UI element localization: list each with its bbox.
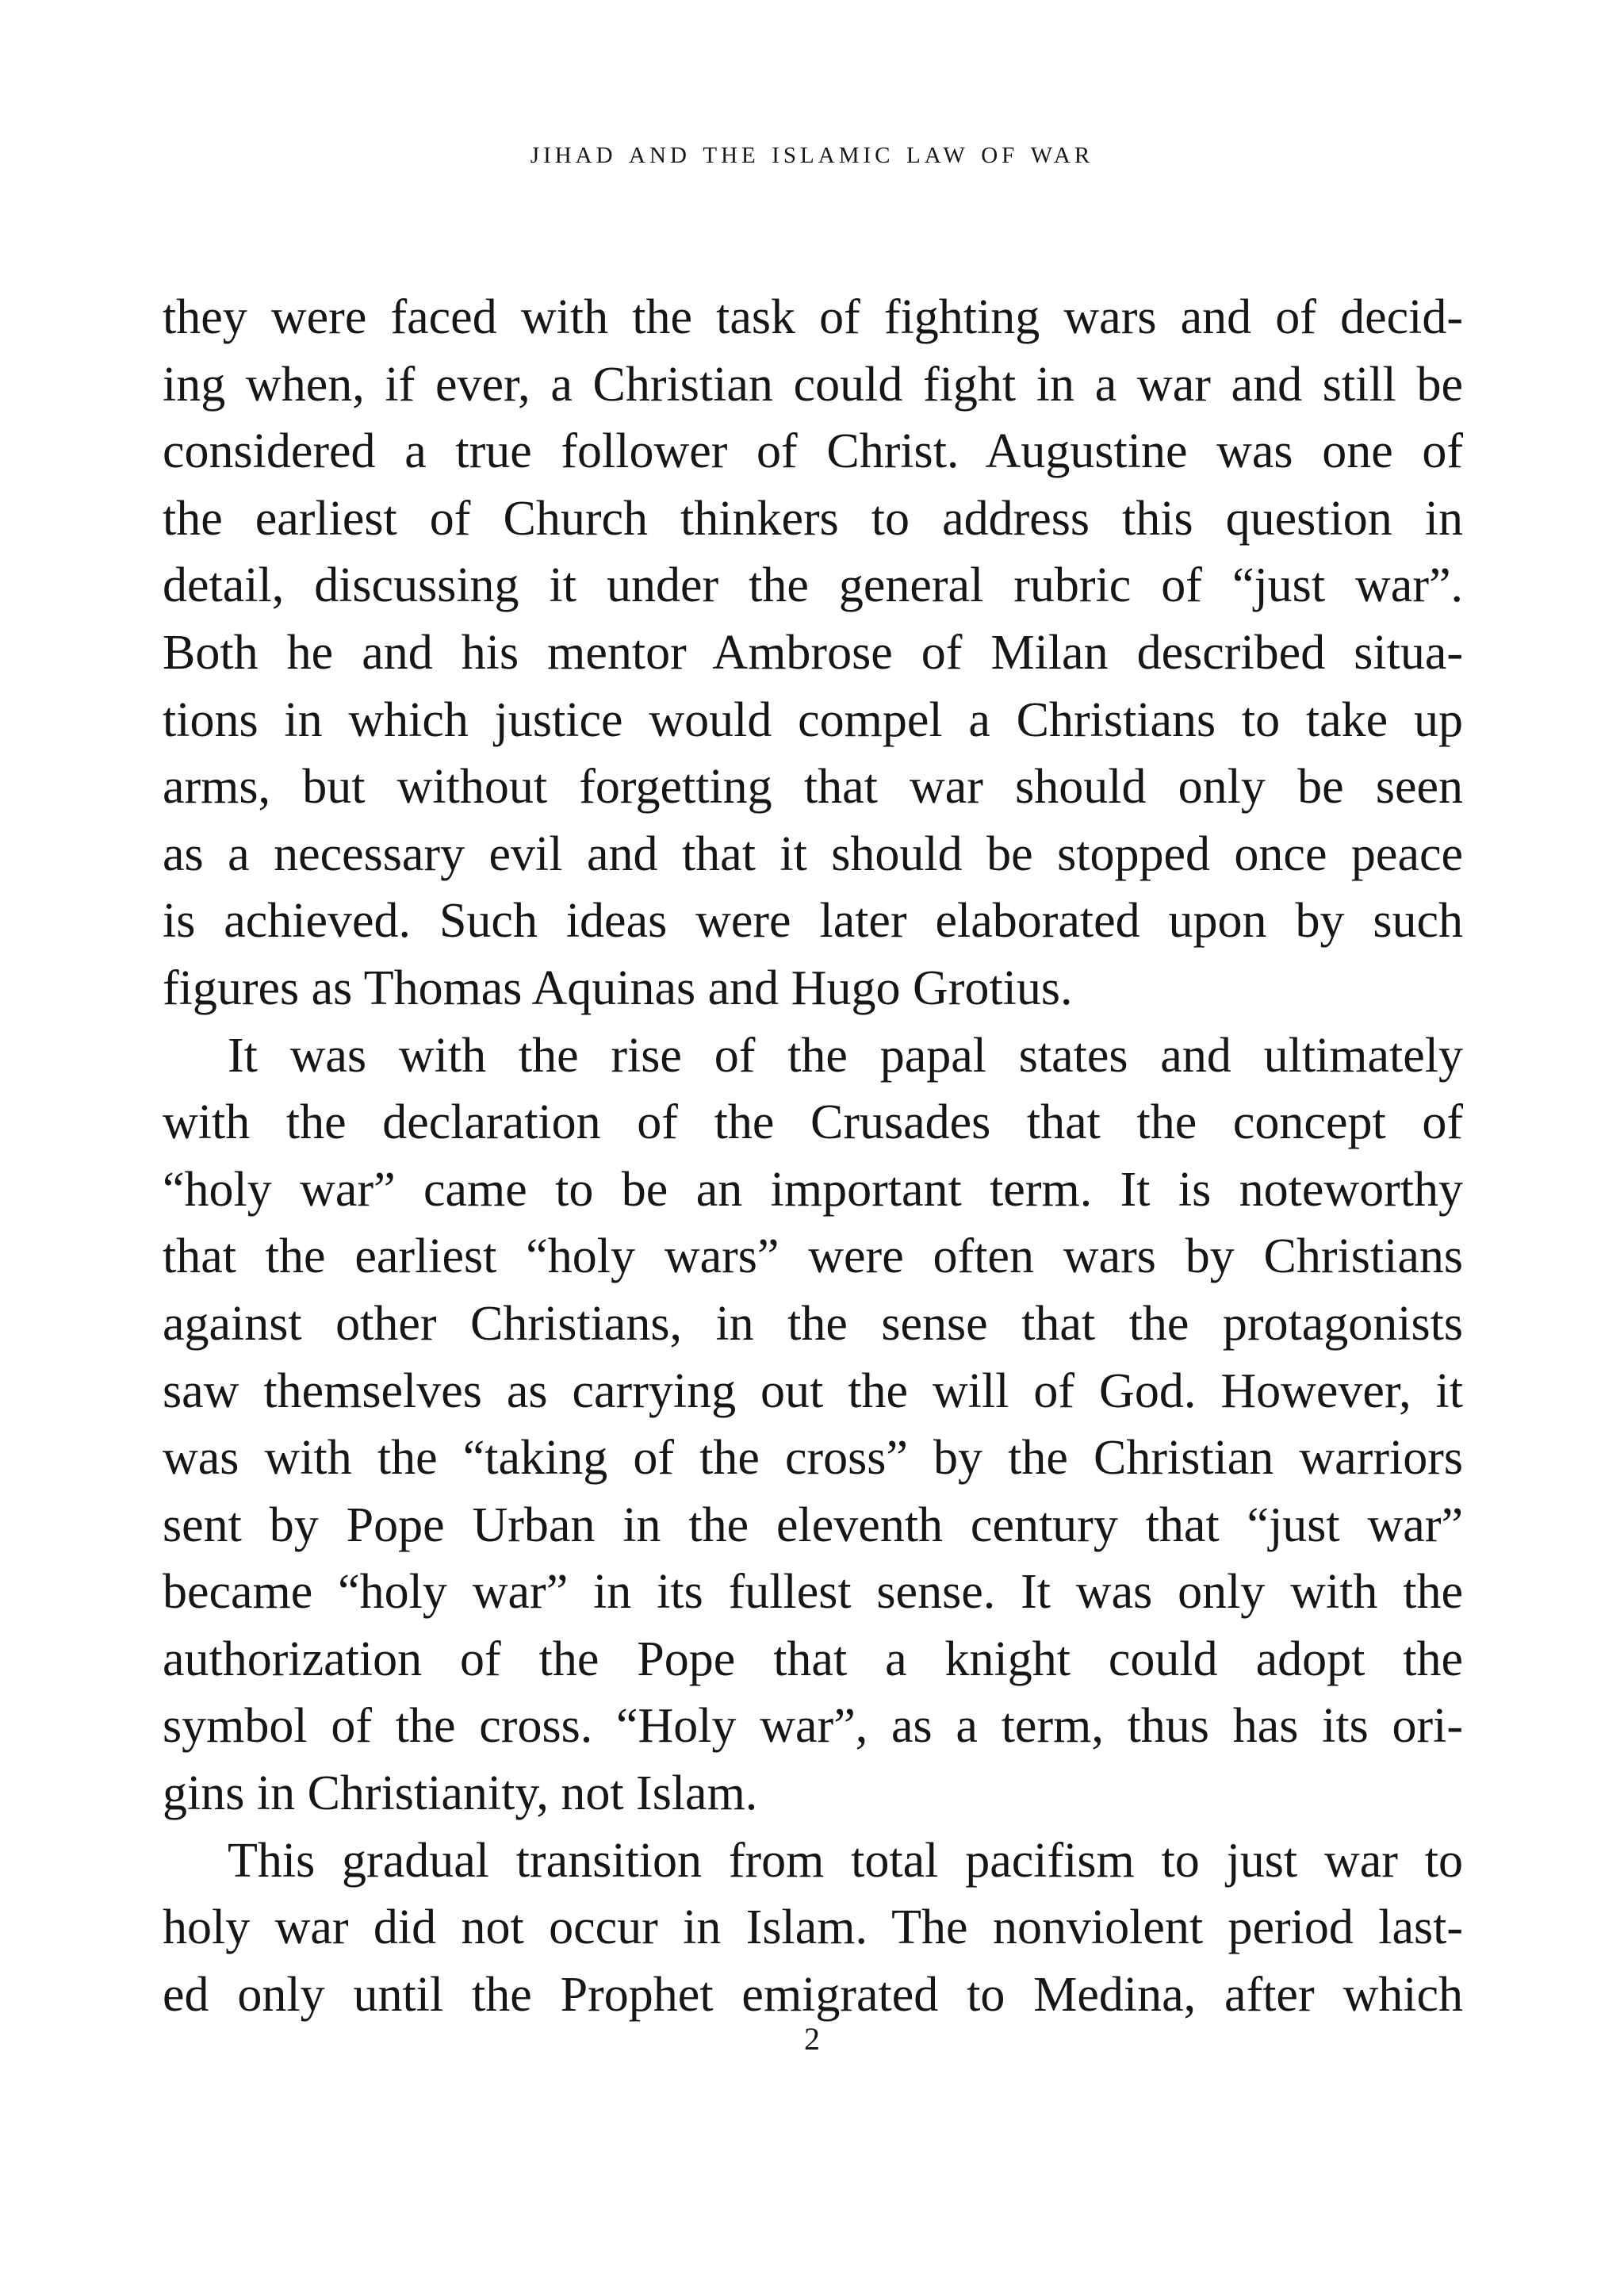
text-line: This gradual transition from total pacifism to just war to	[228, 1833, 1463, 1888]
text-line: was with the “taking of the cross” by the Christian warriors	[163, 1431, 1463, 1486]
text-line: against other Christians, in the sense that the protagonists	[163, 1296, 1463, 1351]
text-line: detail, discussing it under the general rubric of “just war”.	[163, 558, 1463, 613]
text-line: sent by Pope Urban in the eleventh century that “just war”	[163, 1497, 1463, 1552]
text-line: gins in Christianity, not Islam.	[163, 1766, 758, 1821]
text-line: “holy war” came to be an important term. It is noteworthy	[163, 1162, 1463, 1217]
paragraph	[163, 284, 1463, 1022]
text-line: figures as Thomas Aquinas and Hugo Grotius.	[163, 961, 1073, 1015]
text-line: the earliest of Church thinkers to address this question in	[163, 491, 1463, 546]
text-line: arms, but without forgetting that war should only be seen	[163, 760, 1463, 815]
body-text	[163, 284, 1463, 2028]
text-line: became “holy war” in its fullest sense. It was only with the	[163, 1565, 1463, 1620]
text-line: tions in which justice would compel a Christians to take up	[163, 692, 1463, 747]
text-line: holy war did not occur in Islam. The nonviolent period last-	[163, 1900, 1463, 1955]
text-line: symbol of the cross. “Holy war”, as a term, thus has its ori-	[163, 1699, 1463, 1754]
paragraph	[163, 1022, 1463, 1827]
text-line: as a necessary evil and that it should be stopped once peace	[163, 826, 1463, 881]
text-line: that the earliest “holy wars” were often wars by Christians	[163, 1229, 1463, 1284]
paragraph	[163, 1827, 1463, 2029]
text-line: with the declaration of the Crusades that the concept of	[163, 1095, 1463, 1150]
text-line: authorization of the Pope that a knight could adopt the	[163, 1632, 1463, 1686]
text-line: considered a true follower of Christ. Augustine was one of	[163, 424, 1463, 479]
text-line: ing when, if ever, a Christian could fight in a war and still be	[163, 357, 1463, 412]
text-line: It was with the rise of the papal states and ultimately	[228, 1028, 1463, 1083]
text-line: is achieved. Such ideas were later elaborated upon by such	[163, 894, 1463, 949]
text-line: ed only until the Prophet emigrated to Medina, after which	[163, 1967, 1463, 2022]
page-number: 2	[804, 2021, 820, 2057]
text-line: Both he and his mentor Ambrose of Milan described situa-	[163, 625, 1463, 680]
text-line: they were faced with the task of fighting wars and of decid-	[163, 290, 1463, 344]
running-head: jihad and the islamic law of war	[530, 134, 1094, 171]
text-line: saw themselves as carrying out the will of God. However, it	[163, 1363, 1463, 1418]
